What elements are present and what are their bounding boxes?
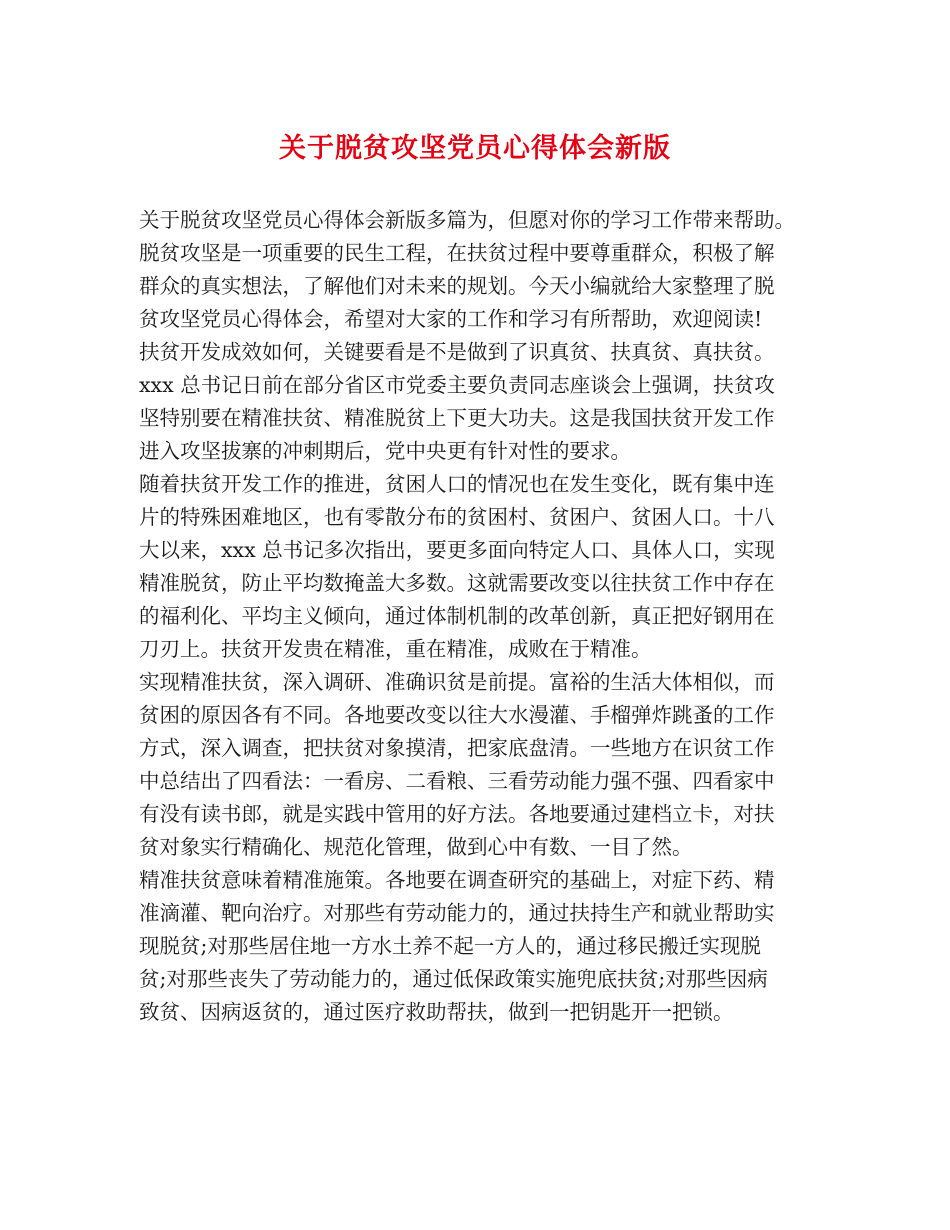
body-line: 片的特殊困难地区，也有零散分布的贫困村、贫困户、贫困人口。十八	[139, 505, 775, 529]
document-title: 关于脱贫攻坚党员心得体会新版	[279, 133, 671, 164]
body-line: 关于脱贫攻坚党员心得体会新版多篇为，但愿对你的学习工作带来帮助。	[139, 208, 795, 232]
body-line: 方式，深入调查，把扶贫对象摸清，把家底盘清。一些地方在识贫工作	[139, 736, 775, 760]
body-line: 随着扶贫开发工作的推进，贫困人口的情况也在发生变化，既有集中连	[139, 472, 775, 496]
body-line: 的福利化、平均主义倾向，通过体制机制的改革创新，真正把好钢用在	[139, 604, 775, 628]
body-line: 坚特别要在精准扶贫、精准脱贫上下更大功夫。这是我国扶贫开发工作	[139, 406, 775, 430]
body-line: 刀刃上。扶贫开发贵在精准，重在精准，成败在于精准。	[139, 637, 652, 661]
body-line: 脱贫攻坚是一项重要的民生工程，在扶贫过程中要尊重群众，积极了解	[139, 241, 775, 265]
body-line: 进入攻坚拔寨的冲刺期后，党中央更有针对性的要求。	[139, 439, 631, 463]
body-line: 准滴灌、靶向治疗。对那些有劳动能力的，通过扶持生产和就业帮助实	[139, 901, 775, 925]
body-line: 群众的真实想法，了解他们对未来的规划。今天小编就给大家整理了脱	[139, 274, 775, 298]
body-line: 贫;对那些丧失了劳动能力的，通过低保政策实施兜底扶贫;对那些因病	[139, 967, 768, 991]
body-line: 有没有读书郎，就是实践中管用的好方法。各地要通过建档立卡，对扶	[139, 802, 775, 826]
body-line: 精准脱贫，防止平均数掩盖大多数。这就需要改变以往扶贫工作中存在	[139, 571, 775, 595]
body-line: 贫困的原因各有不同。各地要改变以往大水漫灌、手榴弹炸跳蚤的工作	[139, 703, 775, 727]
body-line: 扶贫开发成效如何，关键要看是不是做到了识真贫、扶真贫、真扶贫。	[139, 340, 775, 364]
body-line: 实现精准扶贫，深入调研、准确识贫是前提。富裕的生活大体相似，而	[139, 670, 775, 694]
body-line: 现脱贫;对那些居住地一方水土养不起一方人的，通过移民搬迁实现脱	[139, 934, 761, 958]
body-line: 贫对象实行精确化、规范化管理，做到心中有数、一目了然。	[139, 835, 693, 859]
body-line: 贫攻坚党员心得体会，希望对大家的工作和学习有所帮助，欢迎阅读!	[139, 307, 763, 331]
document-body	[139, 204, 829, 1029]
body-line: 致贫、因病返贫的，通过医疗救助帮扶，做到一把钥匙开一把锁。	[139, 1000, 734, 1024]
body-line: 精准扶贫意味着精准施策。各地要在调查研究的基础上，对症下药、精	[139, 868, 775, 892]
body-line: 大以来，xxx 总书记多次指出，要更多面向特定人口、具体人口，实现	[139, 538, 775, 562]
body-line: xxx 总书记日前在部分省区市党委主要负责同志座谈会上强调，扶贫攻	[139, 373, 775, 397]
body-line: 中总结出了四看法：一看房、二看粮、三看劳动能力强不强、四看家中	[139, 769, 775, 793]
